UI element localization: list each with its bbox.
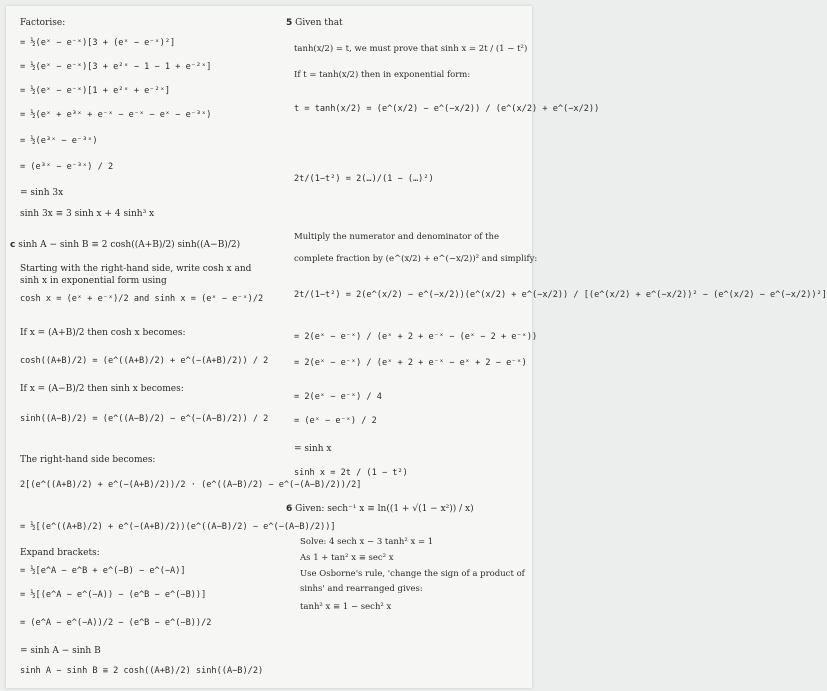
q6-heading <box>286 504 474 515</box>
formula-line: cosh x = (eˣ + e⁻ˣ)/2 and sinh x = (eˣ − e⁻ˣ)/2 <box>20 294 264 304</box>
step-line: = ½(e³ˣ − e⁻³ˣ) <box>20 136 98 146</box>
final-line: sinh A − sinh B ≡ 2 cosh((A+B)/2) sinh((A−B)/2) <box>20 666 264 676</box>
paragraph-line: sinhs' and rearranged gives: <box>300 584 423 594</box>
factorise-heading: Factorise: <box>20 18 66 28</box>
final-line: sinh x = 2t / (1 − t²) <box>294 468 408 478</box>
formula-line: cosh((A+B)/2) = (e^((A+B)/2) + e^(−(A+B)/2)) / 2 <box>20 356 269 366</box>
paragraph-line: Starting with the right-hand side, write cosh x and <box>20 264 252 274</box>
formula-line: = ½[(e^((A+B)/2) + e^(−(A+B)/2))(e^((A−B)/2) − e^(−(A−B)/2))] <box>20 522 336 532</box>
step-line: = sinh 3x <box>20 188 64 198</box>
q6-number: 6 <box>286 504 293 514</box>
formula-line: = sinh A − sinh B <box>20 646 101 656</box>
textbook-page <box>6 6 827 688</box>
q5-heading <box>286 18 343 29</box>
step-line: = ½(eˣ − e⁻ˣ)[3 + e²ˣ − 1 − 1 + e⁻²ˣ] <box>20 62 212 72</box>
formula-line: = 2(eˣ − e⁻ˣ) / (eˣ + 2 + e⁻ˣ − (eˣ − 2 + e⁻ˣ)) <box>294 332 538 342</box>
q5-number: 5 <box>286 18 293 28</box>
result-line: sinh 3x ≡ 3 sinh x + 4 sinh³ x <box>20 209 155 219</box>
paragraph-line: The right-hand side becomes: <box>20 455 156 465</box>
paragraph-line: complete fraction by (e^(x/2) + e^(−x/2))² and simplify: <box>294 254 538 264</box>
paragraph-line: tanh² x ≡ 1 − sech² x <box>300 602 392 612</box>
step-line: = ½(eˣ − e⁻ˣ)[1 + e²ˣ + e⁻²ˣ] <box>20 86 171 96</box>
formula-line: sinh((A−B)/2) = (e^((A−B)/2) − e^(−(A−B)/2)) / 2 <box>20 414 269 424</box>
formula-line: 2[(e^((A+B)/2) + e^(−(A+B)/2))/2 · (e^((A−B)/2) − e^(−(A−B)/2))/2] <box>20 480 362 490</box>
formula-line: 2t/(1−t²) = 2(e^(x/2) − e^(−x/2))(e^(x/2) + e^(−x/2)) / [(e^(x/2) + e^(−x/2))² − (e^(x/2) − e^(−x/2))²] <box>294 290 827 300</box>
q6-given: Given: sech⁻¹ x ≡ ln((1 + √(1 − x²)) / x) <box>295 504 474 514</box>
step-line: = ½(eˣ − e⁻ˣ)[3 + (eˣ − e⁻ˣ)²] <box>20 38 176 48</box>
formula-line: = (eˣ − e⁻ˣ) / 2 <box>294 416 377 426</box>
paragraph-line: If t = tanh(x/2) then in exponential form: <box>294 70 471 80</box>
paragraph-line: Multiply the numerator and denominator of the <box>294 232 500 242</box>
paragraph-line: sinh x in exponential form using <box>20 276 167 286</box>
formula-line: = 2(eˣ − e⁻ˣ) / 4 <box>294 392 382 402</box>
part-c-heading <box>10 240 240 251</box>
formula-line: = 2(eˣ − e⁻ˣ) / (eˣ + 2 + e⁻ˣ − eˣ + 2 − e⁻ˣ) <box>294 358 527 368</box>
paragraph-line: Solve: 4 sech x − 3 tanh² x = 1 <box>300 537 434 547</box>
formula-line: 2t/(1−t²) = 2(…)/(1 − (…)²) <box>294 174 434 184</box>
paragraph-line: Use Osborne's rule, 'change the sign of a product of <box>300 569 525 579</box>
formula-line: = ½[(e^A − e^(−A)) − (e^B − e^(−B))] <box>20 590 207 600</box>
formula-line: = ½[e^A − e^B + e^(−B) − e^(−A)] <box>20 566 186 576</box>
paragraph-line: If x = (A−B)/2 then sinh x becomes: <box>20 384 184 394</box>
formula-line: = sinh x <box>294 444 332 454</box>
step-line: = ½(eˣ + e³ˣ + e⁻ˣ − e⁻ˣ − eˣ − e⁻³ˣ) <box>20 110 212 120</box>
paragraph-line: Expand brackets: <box>20 548 100 558</box>
formula-line: t = tanh(x/2) = (e^(x/2) − e^(−x/2)) / (e^(x/2) + e^(−x/2)) <box>294 104 600 114</box>
q5-given: Given that <box>295 18 343 28</box>
formula-line: = (e^A − e^(−A))/2 − (e^B − e^(−B))/2 <box>20 618 212 628</box>
part-c-equation: sinh A − sinh B ≡ 2 cosh((A+B)/2) sinh((A−B)/2) <box>18 240 241 250</box>
part-c-label: c <box>10 240 16 250</box>
paragraph-line: tanh(x/2) = t, we must prove that sinh x = 2t / (1 − t²) <box>294 44 528 54</box>
paragraph-line: If x = (A+B)/2 then cosh x becomes: <box>20 328 186 338</box>
step-line: = (e³ˣ − e⁻³ˣ) / 2 <box>20 162 114 172</box>
paragraph-line: As 1 + tan² x ≡ sec² x <box>300 553 394 563</box>
